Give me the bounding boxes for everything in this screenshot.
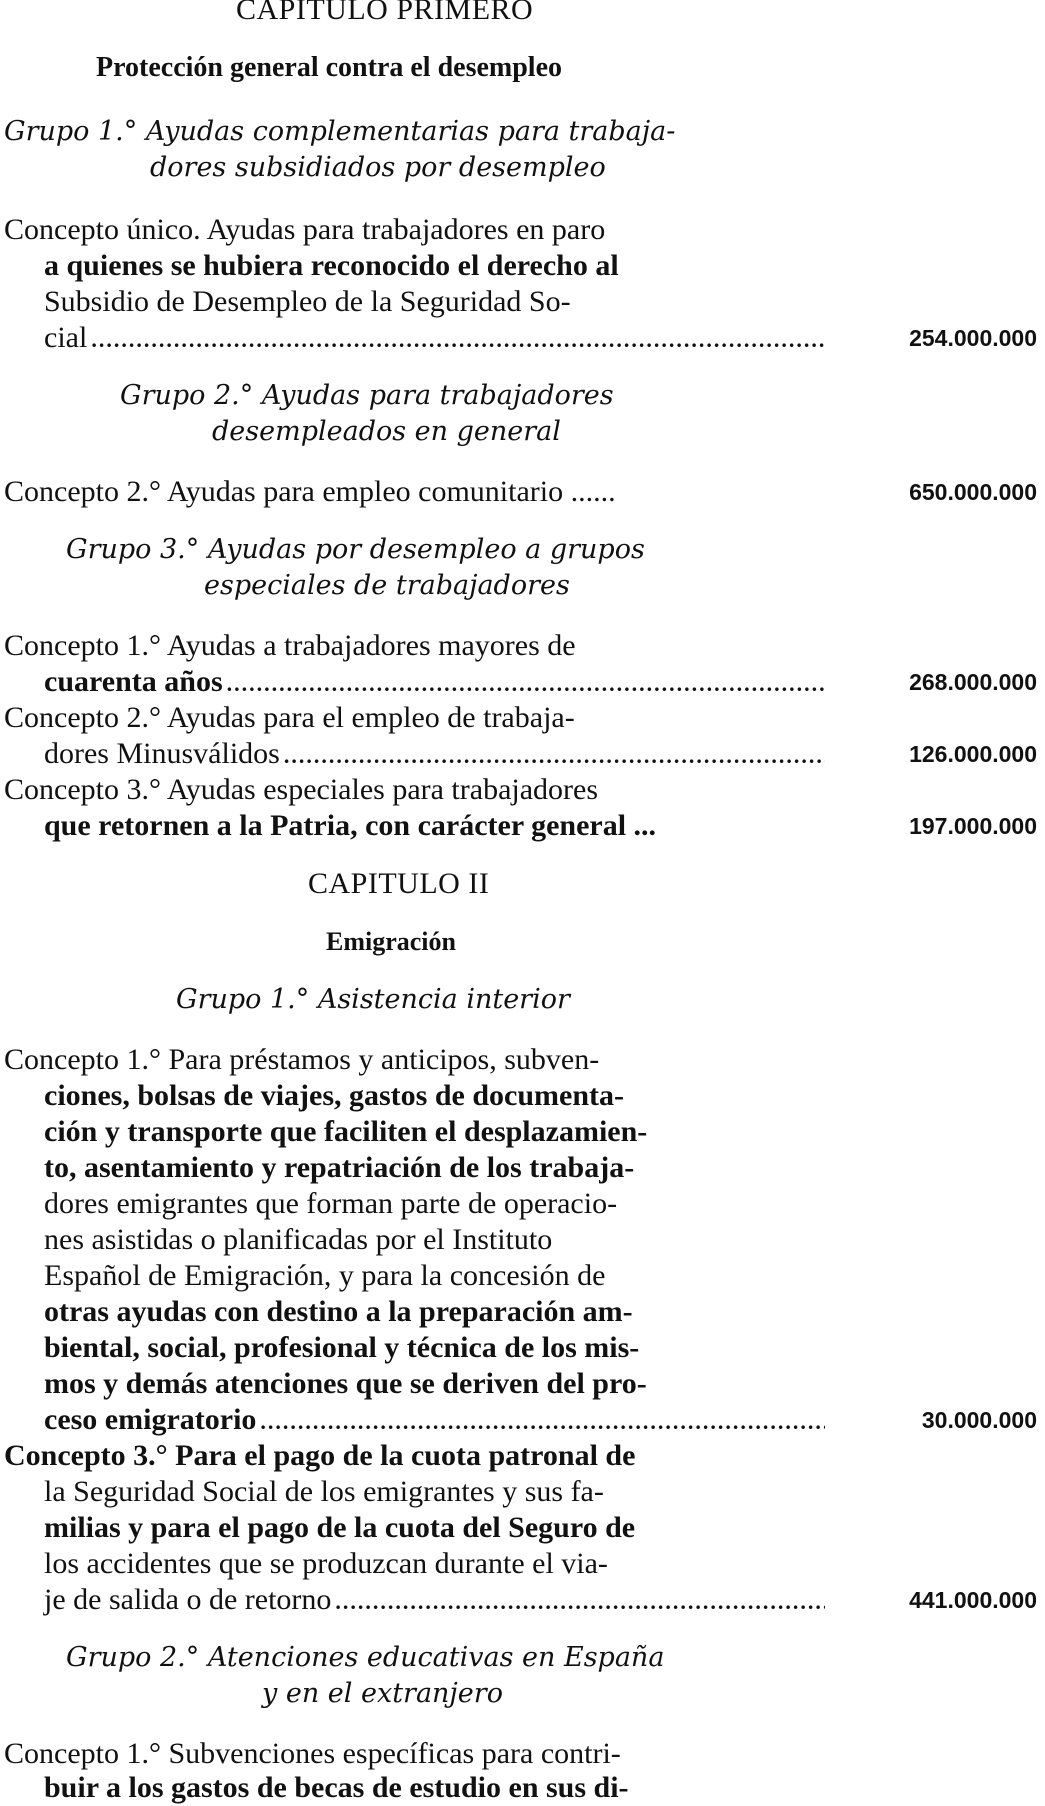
concept-text: Concepto 1.° Para préstamos y anticipos, subven- [4,1043,600,1076]
chapter-subtitle: Protección general contra el desempleo [96,52,563,83]
concept-text: Subsidio de Desempleo de la Seguridad So- [44,285,571,318]
concept-text: Concepto 3.° Ayudas especiales para trabajadores [4,773,599,806]
concept-text: Concepto 2.° Ayudas para el empleo de trabaja- [4,701,575,734]
concept-text: a quienes se hubiera reconocido el derecho al [44,249,619,282]
concept-row [44,320,829,358]
concept-text: nes asistidas o planificadas por el Instituto [44,1223,553,1256]
chapter-subtitle: Emigración [326,927,456,956]
leader-dots [91,320,825,358]
concept-text: ción y transporte que faciliten el desplazamien- [44,1115,648,1148]
concept-text: biental, social, profesional y técnica de los mis- [44,1331,640,1364]
concept-text: ciones, bolsas de viajes, gastos de documenta- [44,1079,625,1112]
group-heading: Grupo 1.° Ayudas complementarias para trabaja- [4,116,676,147]
concept-text: ceso emigratorio [44,1403,257,1436]
concept-text: Concepto 2.° Ayudas para empleo comunitario ...... [4,475,616,508]
amount: 197.000.000 [909,813,1037,839]
concept-text: Concepto único. Ayudas para trabajadores en paro [4,213,606,246]
group-heading: y en el extranjero [262,1678,503,1709]
group-heading: Grupo 1.° Asistencia interior [176,984,570,1015]
amount: 650.000.000 [909,479,1037,505]
concept-text: Concepto 3.° Para el pago de la cuota patronal de [4,1439,636,1472]
concept-text: Concepto 1.° Subvenciones específicas para contri- [4,1737,621,1770]
chapter-title: CAPITULO II [308,867,490,900]
group-heading: especiales de trabajadores [204,570,570,601]
amount: 126.000.000 [909,741,1037,767]
group-heading: Grupo 2.° Atenciones educativas en España [66,1642,665,1673]
leader-dots [260,1402,825,1440]
group-heading: Grupo 3.° Ayudas por desempleo a grupos [66,534,645,565]
concept-text: milias y para el pago de la cuota del Seguro de [44,1511,636,1544]
leader-dots [284,736,825,774]
concept-row [44,664,829,702]
chapter-title: CAPITULO PRIMERO [236,0,534,26]
amount: 268.000.000 [909,669,1037,695]
concept-text: dores emigrantes que forman parte de operacio- [44,1187,618,1220]
concept-text: Concepto 1.° Ayudas a trabajadores mayores de [4,629,576,662]
group-heading: Grupo 2.° Ayudas para trabajadores [120,380,614,411]
concept-text: la Seguridad Social de los emigrantes y sus fa- [44,1475,604,1508]
concept-text: los accidentes que se produzcan durante el via- [44,1547,608,1580]
concept-text: je de salida o de retorno [44,1583,332,1616]
concept-text: Español de Emigración, y para la concesión de [44,1259,606,1292]
concept-text: cuarenta años [44,665,223,698]
group-heading: dores subsidiados por desempleo [150,152,606,183]
concept-row [44,1402,829,1440]
amount: 441.000.000 [909,1587,1037,1613]
amount: 30.000.000 [921,1407,1037,1433]
concept-row [44,736,829,774]
concept-text: dores Minusválidos [44,737,280,770]
concept-text: que retornen a la Patria, con carácter general ... [44,809,657,842]
concept-text: mos y demás atenciones que se deriven del pro- [44,1367,647,1400]
leader-dots [227,664,825,702]
concept-row [44,1582,829,1620]
group-heading: desempleados en general [212,416,561,447]
amount: 254.000.000 [909,325,1037,351]
concept-text: to, asentamiento y repatriación de los trabaja- [44,1151,635,1184]
concept-text: cial [44,321,88,354]
concept-text: buir a los gastos de becas de estudio en sus di- [44,1771,629,1804]
concept-text: otras ayudas con destino a la preparación am- [44,1295,633,1328]
leader-dots [335,1582,825,1620]
